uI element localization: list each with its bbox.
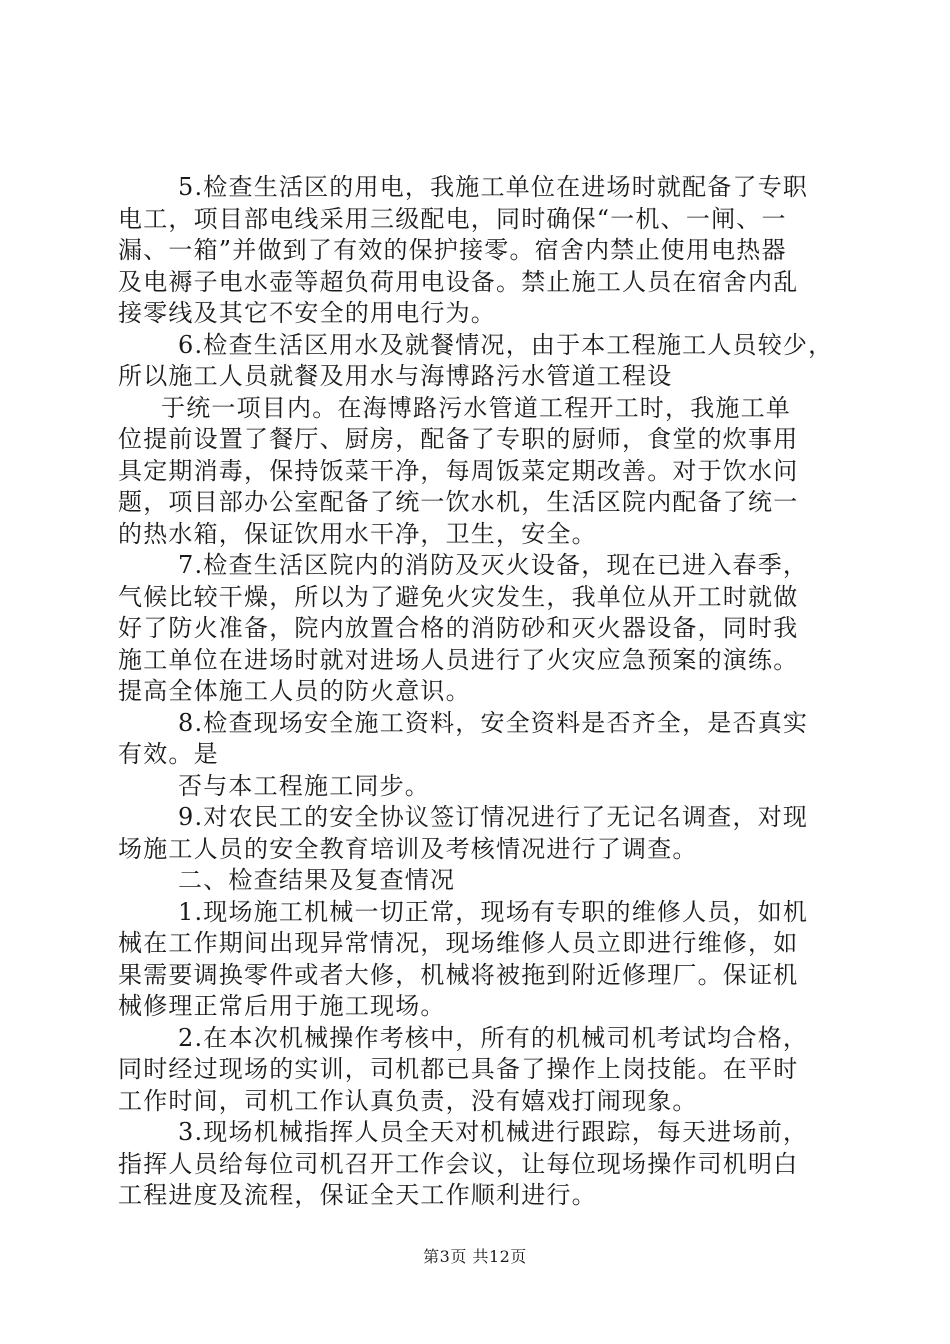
text-line: 有效。是	[118, 740, 219, 768]
text-line: 械在工作期间出现异常情况，现场维修人员立即进行维修，如	[118, 929, 799, 957]
text-line: 接零线及其它不安全的用电行为。	[118, 299, 496, 327]
text-line: 所以施工人员就餐及用水与海博路污水管道工程设	[118, 362, 673, 390]
text-line: 气候比较干燥，所以为了避免火灾发生，我单位从开工时就做	[118, 582, 799, 611]
text-line: 二、检查结果及复查情况	[178, 866, 456, 894]
page-footer: 第3页 共12页	[423, 1247, 527, 1266]
text-line: 1.现场施工机械一切正常，现场有专职的维修人员，如机	[178, 897, 809, 926]
text-line: 3.现场机械指挥人员全天对机械进行跟踪，每天进场前，	[178, 1118, 809, 1146]
text-line: 9.对农民工的安全协议签订情况进行了无记名调查，对现	[178, 803, 809, 831]
text-line: 7.检查生活区院内的消防及灭火设备，现在已进入春季，	[178, 551, 809, 579]
text-line: 提高全体施工人员的防火意识。	[118, 677, 471, 705]
text-line: 漏、一箱”并做到了有效的保护接零。宿舍内禁止使用电热器	[118, 236, 787, 264]
text-line: 工程进度及流程，保证全天工作顺利进行。	[118, 1181, 597, 1209]
text-line: 及电褥子电水壶等超负荷用电设备。禁止施工人员在宿舍内乱	[118, 267, 799, 296]
text-line: 6.检查生活区用水及就餐情况，由于本工程施工人员较少，	[178, 330, 834, 359]
text-line: 工作时间，司机工作认真负责，没有嬉戏打闹现象。	[118, 1086, 698, 1115]
document-body	[118, 172, 838, 1212]
text-line: 果需要调换零件或者大修，机械将被拖到附近修理厂。保证机	[118, 960, 799, 989]
text-line: 械修理正常后用于施工现场。	[118, 992, 446, 1020]
text-line: 指挥人员给每位司机召开工作会议，让每位现场操作司机明白	[118, 1149, 799, 1178]
text-line: 题，项目部办公室配备了统一饮水机，生活区院内配备了统一	[118, 488, 799, 516]
text-line: 电工，项目部电线采用三级配电，同时确保“一机、一闸、一	[118, 204, 787, 233]
text-line: 施工单位在进场时就对进场人员进行了火灾应急预案的演练。	[118, 645, 799, 674]
text-line: 同时经过现场的实训，司机都已具备了操作上岗技能。在平时	[118, 1055, 799, 1083]
text-line: 8.检查现场安全施工资料，安全资料是否齐全，是否真实	[178, 708, 809, 737]
text-line: 5.检查生活区的用电，我施工单位在进场时就配备了专职	[178, 173, 809, 201]
text-line: 2.在本次机械操作考核中，所有的机械司机考试均合格，	[178, 1023, 809, 1052]
text-line: 否与本工程施工同步。	[178, 771, 430, 800]
text-line: 具定期消毒，保持饭菜干净，每周饭菜定期改善。对于饮水问	[118, 456, 799, 485]
text-line: 位提前设置了餐厅、厨房，配备了专职的厨师，食堂的炊事用	[118, 425, 799, 453]
text-line: 场施工人员的安全教育培训及考核情况进行了调查。	[118, 834, 698, 863]
text-line: 好了防火准备，院内放置合格的消防砂和灭火器设备，同时我	[118, 614, 799, 642]
text-line: 的热水箱，保证饮用水干净，卫生，安全。	[118, 519, 597, 548]
text-line: 于统一项目内。在海博路污水管道工程开工时，我施工单	[161, 393, 791, 422]
